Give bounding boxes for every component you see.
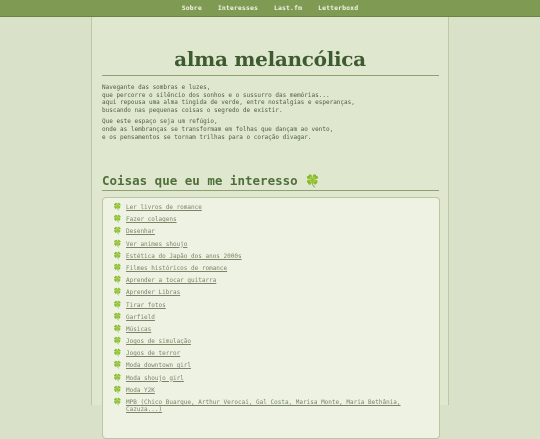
clover-bullet-icon: 🍀 [113,373,122,382]
interest-link[interactable]: Moda Y2K [126,386,155,394]
clover-bullet-icon: 🍀 [113,215,122,224]
interest-link[interactable]: Fazer colagens [126,216,177,224]
clover-bullet-icon: 🍀 [113,276,122,285]
list-item [113,375,439,387]
nav-link-letterboxd[interactable]: Letterboxd [318,4,359,12]
clover-bullet-icon: 🍀 [113,361,122,370]
page-container [91,17,449,413]
clover-bullet-icon: 🍀 [113,251,122,260]
clover-bullet-icon: 🍀 [113,337,122,346]
interest-link[interactable]: MPB (Chico Buarque, Arthur Verocai, Gal Costa, Marisa Monte, Maria Bethânia, Cazuza...) [126,399,401,413]
interests-list [103,198,439,411]
interest-link[interactable]: Músicas [126,325,152,333]
page-title: alma melancólica [174,47,366,71]
interest-link[interactable]: Tirar fotos [126,301,166,309]
list-item [113,204,439,216]
list-item [113,241,439,253]
intro-paragraph-2: Que este espaço seja um refúgio, onde as lembranças se transformam em folhas que dançam ao vento, e os pensamentos se tornam trilhas para o coração divagar. [102,118,334,141]
list-item [113,289,439,301]
interest-link[interactable]: Aprender a tocar guitarra [126,277,217,285]
interests-heading-text: Coisas que eu me interesso [102,173,298,188]
list-item [113,399,439,411]
clover-bullet-icon: 🍀 [113,263,122,272]
interest-link[interactable]: Filmes históricos de romance [126,264,228,272]
clover-bullet-icon: 🍀 [113,324,122,333]
nav-link-lastfm[interactable]: Last.fm [273,4,303,12]
interest-link[interactable]: Garfield [126,313,155,321]
list-item [113,265,439,277]
list-item [113,350,439,362]
list-item [113,228,439,240]
interest-link[interactable]: Desenhar [126,228,155,236]
interest-link[interactable]: Ler livros de romance [126,204,202,211]
clover-bullet-icon: 🍀 [113,398,122,406]
list-item [113,362,439,374]
interest-link[interactable]: Moda shoujo girl [126,374,184,382]
intro-text [102,84,442,145]
list-item [113,338,439,350]
interest-link[interactable]: Jogos de terror [126,350,181,358]
list-item [113,314,439,326]
list-item [113,302,439,314]
interest-link[interactable]: Estética do Japão dos anos 2000s [126,252,242,260]
clover-bullet-icon: 🍀 [113,288,122,297]
interest-link[interactable]: Moda downtown girl [126,362,192,370]
interest-link[interactable]: Aprender Libras [126,289,181,297]
interest-link[interactable]: Jogos de simulação [126,338,192,346]
clover-bullet-icon: 🍀 [113,239,122,248]
interests-heading [102,173,320,188]
list-item [113,216,439,228]
nav-link-interesses[interactable]: Interesses [217,4,258,12]
list-item [113,326,439,338]
clover-bullet-icon: 🍀 [113,385,122,394]
list-item [113,277,439,289]
top-nav [0,0,540,17]
interest-link[interactable]: Ver animes shoujo [126,240,188,248]
clover-icon: 🍀 [305,174,321,188]
interests-list-box [102,197,440,439]
clover-bullet-icon: 🍀 [113,203,122,211]
title-divider [102,75,439,76]
clover-bullet-icon: 🍀 [113,312,122,321]
nav-link-sobre[interactable]: Sobre [181,4,202,12]
section-divider [102,190,439,191]
clover-bullet-icon: 🍀 [113,227,122,236]
clover-bullet-icon: 🍀 [113,300,122,309]
list-item [113,387,439,399]
list-item [113,253,439,265]
intro-paragraph-1: Navegante das sombras e luzes, que percorre o silêncio dos sonhos e o sussurro das memórias... aqui repousa uma alma tingida de verde, entre nostalgias e esperanças, buscando nas pequenas coisas o segredo de existir. [102,84,355,114]
clover-bullet-icon: 🍀 [113,349,122,358]
